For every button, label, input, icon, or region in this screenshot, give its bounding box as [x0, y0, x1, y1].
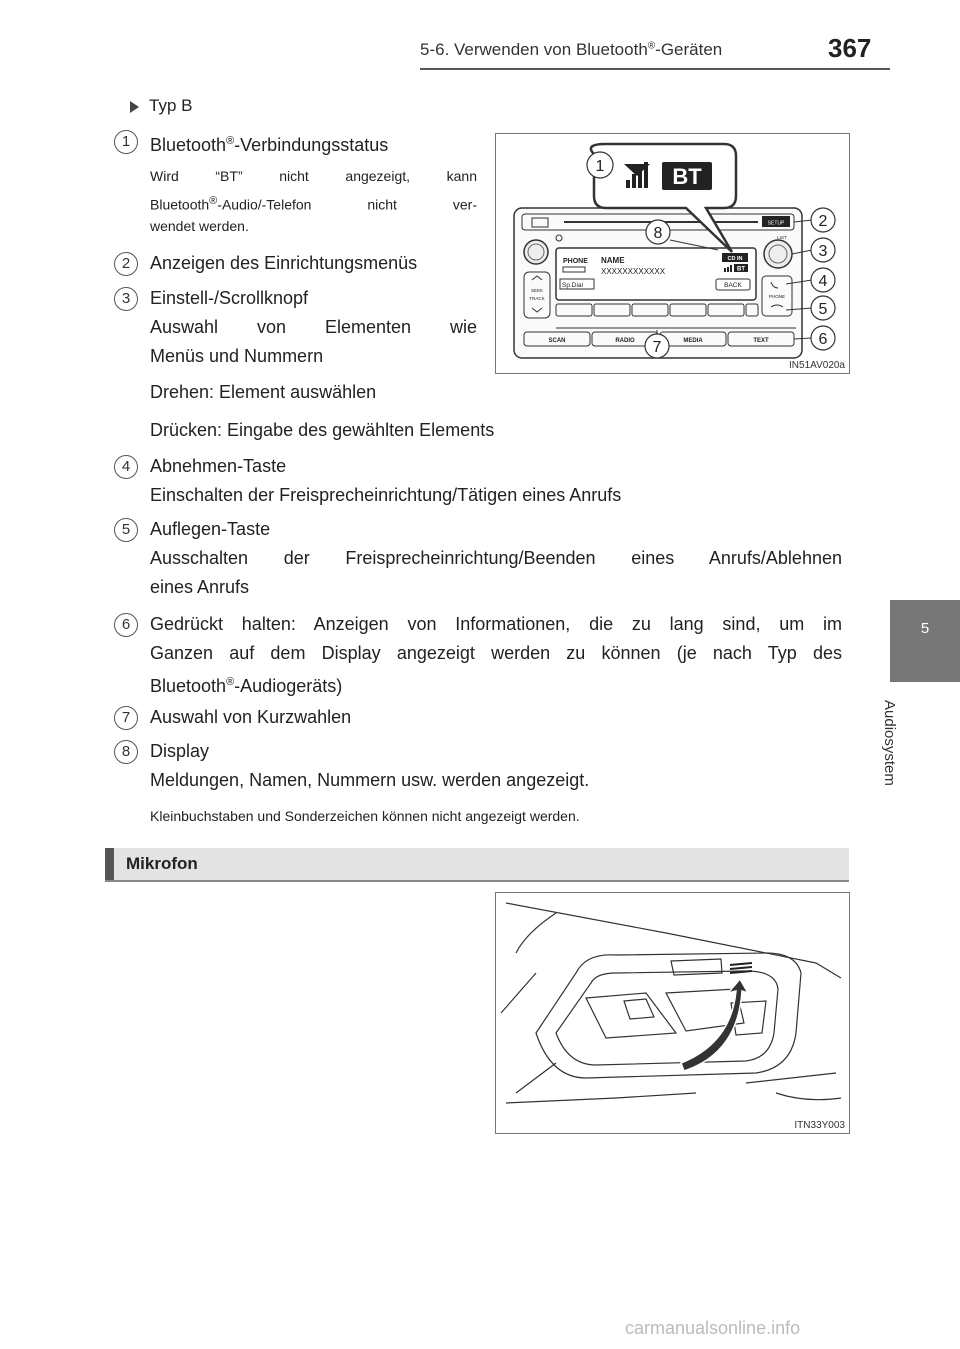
item-number-2: 2 — [114, 252, 138, 276]
console-inner — [556, 971, 778, 1065]
header-divider — [420, 68, 890, 70]
figure-1-code: IN51AV020a — [789, 360, 845, 371]
page-number: 367 — [828, 33, 872, 63]
callout-8 — [646, 220, 670, 244]
item-1-note-line1: Wird “BT” nicht angezeigt, kann — [150, 168, 477, 184]
item-4-title: Abnehmen-Taste — [150, 456, 287, 476]
microphone-illustration — [496, 893, 849, 1133]
svg-text:4: 4 — [818, 273, 828, 290]
display-phone: PHONE — [563, 258, 588, 265]
display-bt: BT — [737, 266, 745, 273]
sunvisor-right-edge — [776, 1093, 841, 1100]
callout-6 — [811, 326, 835, 350]
item-4-desc: Einschalten der Freisprecheinrichtung/Tätigen eines Anrufs — [150, 485, 622, 505]
type-heading: Typ B — [130, 96, 192, 116]
text-label: TEXT — [753, 338, 769, 344]
callout-5 — [811, 296, 835, 320]
callout-4 — [811, 268, 835, 292]
item-8-note: Kleinbuchstaben und Sonderzeichen können nicht angezeigt werden. — [150, 808, 580, 824]
list-label: LIST — [777, 235, 787, 240]
item-6-line1: Gedrückt halten: Anzeigen von Informationen, die zu lang sind, um im — [150, 614, 842, 634]
map-lamp-left — [586, 993, 676, 1038]
display-speed-dial: Sp.Dial — [562, 282, 583, 289]
item-1-title: Bluetooth®-Verbindungsstatus — [150, 135, 389, 155]
item-3-desc-line2: Menüs und Nummern — [150, 346, 324, 366]
phone-label: PHONE — [768, 294, 786, 299]
chapter-number: 5 — [920, 620, 930, 637]
svg-text:7: 7 — [652, 339, 662, 356]
section-title: 5-6. Verwenden von Bluetooth®-Geräten — [420, 40, 723, 59]
roof-line — [506, 903, 841, 978]
triangle-bullet-icon — [130, 101, 139, 113]
svg-text:1: 1 — [595, 158, 605, 175]
item-5-desc-line2: eines Anrufs — [150, 577, 250, 597]
audio-unit-illustration — [496, 134, 849, 373]
item-3-press: Drücken: Eingabe des gewählten Elements — [150, 420, 495, 440]
callout-2 — [811, 208, 835, 232]
bt-label: BT — [672, 164, 702, 189]
item-number-4: 4 — [114, 455, 138, 479]
headliner-edge — [506, 1093, 696, 1103]
item-3-turn: Drehen: Element auswählen — [150, 382, 377, 402]
sunvisor-right — [746, 1073, 836, 1083]
chapter-label: Audiosystem — [881, 700, 898, 786]
item-6-line2: Ganzen auf dem Display angezeigt werden zu können (je nach Typ des — [150, 643, 842, 663]
curved-arrow-icon — [681, 979, 748, 1071]
display-number: XXXXXXXXXXXX — [601, 267, 666, 276]
section-marker — [105, 848, 114, 880]
svg-text:6: 6 — [818, 331, 828, 348]
chapter-tab[interactable] — [890, 600, 960, 682]
svg-text:5: 5 — [818, 301, 828, 318]
svg-text:2: 2 — [818, 213, 828, 230]
pillar-edge — [501, 973, 536, 1013]
section-heading-bar — [105, 848, 849, 882]
callout-7 — [645, 334, 669, 358]
callout-3 — [811, 238, 835, 262]
setup-label: SETUP — [767, 220, 785, 227]
section-heading: Mikrofon — [126, 854, 198, 873]
windshield-edge — [516, 913, 556, 953]
seek-label: SEEK — [530, 288, 544, 293]
item-number-7: 7 — [114, 706, 138, 730]
back-label: BACK — [724, 282, 742, 289]
figure-2-code: ITN33Y003 — [794, 1120, 845, 1131]
item-3-title: Einstell-/Scrollknopf — [150, 288, 309, 308]
item-1-note-line2: Bluetooth®-Audio/-Telefon nicht ver- — [150, 195, 477, 213]
item-6-line3: Bluetooth®-Audiogeräts) — [150, 676, 343, 696]
item-number-5: 5 — [114, 518, 138, 542]
item-5-title: Auflegen-Taste — [150, 519, 271, 539]
sunvisor-left — [516, 1063, 556, 1093]
item-8-title: Display — [150, 741, 210, 761]
item-number-1: 1 — [114, 130, 138, 154]
microphone-figure — [495, 892, 850, 1134]
item-8-desc: Meldungen, Namen, Nummern usw. werden angezeigt. — [150, 770, 590, 790]
item-number-3: 3 — [114, 287, 138, 311]
item-3-desc-line1: Auswahl von Elementen wie — [150, 317, 477, 337]
media-label: MEDIA — [683, 338, 703, 344]
item-number-8: 8 — [114, 740, 138, 764]
footer-watermark[interactable]: carmanualsonline.info — [625, 1318, 801, 1338]
svg-text:8: 8 — [653, 225, 663, 242]
track-label: TRACK — [529, 296, 545, 301]
item-1-note-line3: wendet werden. — [150, 218, 249, 234]
audio-unit-figure — [495, 133, 850, 374]
display-name: NAME — [601, 256, 625, 265]
callout-1 — [587, 152, 613, 178]
radio-label: RADIO — [615, 338, 635, 344]
cd-in-label: CD IN — [727, 256, 743, 262]
svg-text:3: 3 — [818, 243, 828, 260]
tune-scroll-knob[interactable] — [764, 240, 792, 268]
item-2-title: Anzeigen des Einrichtungsmenüs — [150, 253, 418, 273]
lamp-button-left[interactable] — [624, 999, 654, 1019]
scan-label: SCAN — [548, 338, 566, 344]
item-7-title: Auswahl von Kurzwahlen — [150, 707, 352, 727]
item-number-6: 6 — [114, 613, 138, 637]
item-5-desc-line1: Ausschalten der Freisprecheinrichtung/Beenden eines Anrufs/Ablehnen — [150, 548, 842, 568]
